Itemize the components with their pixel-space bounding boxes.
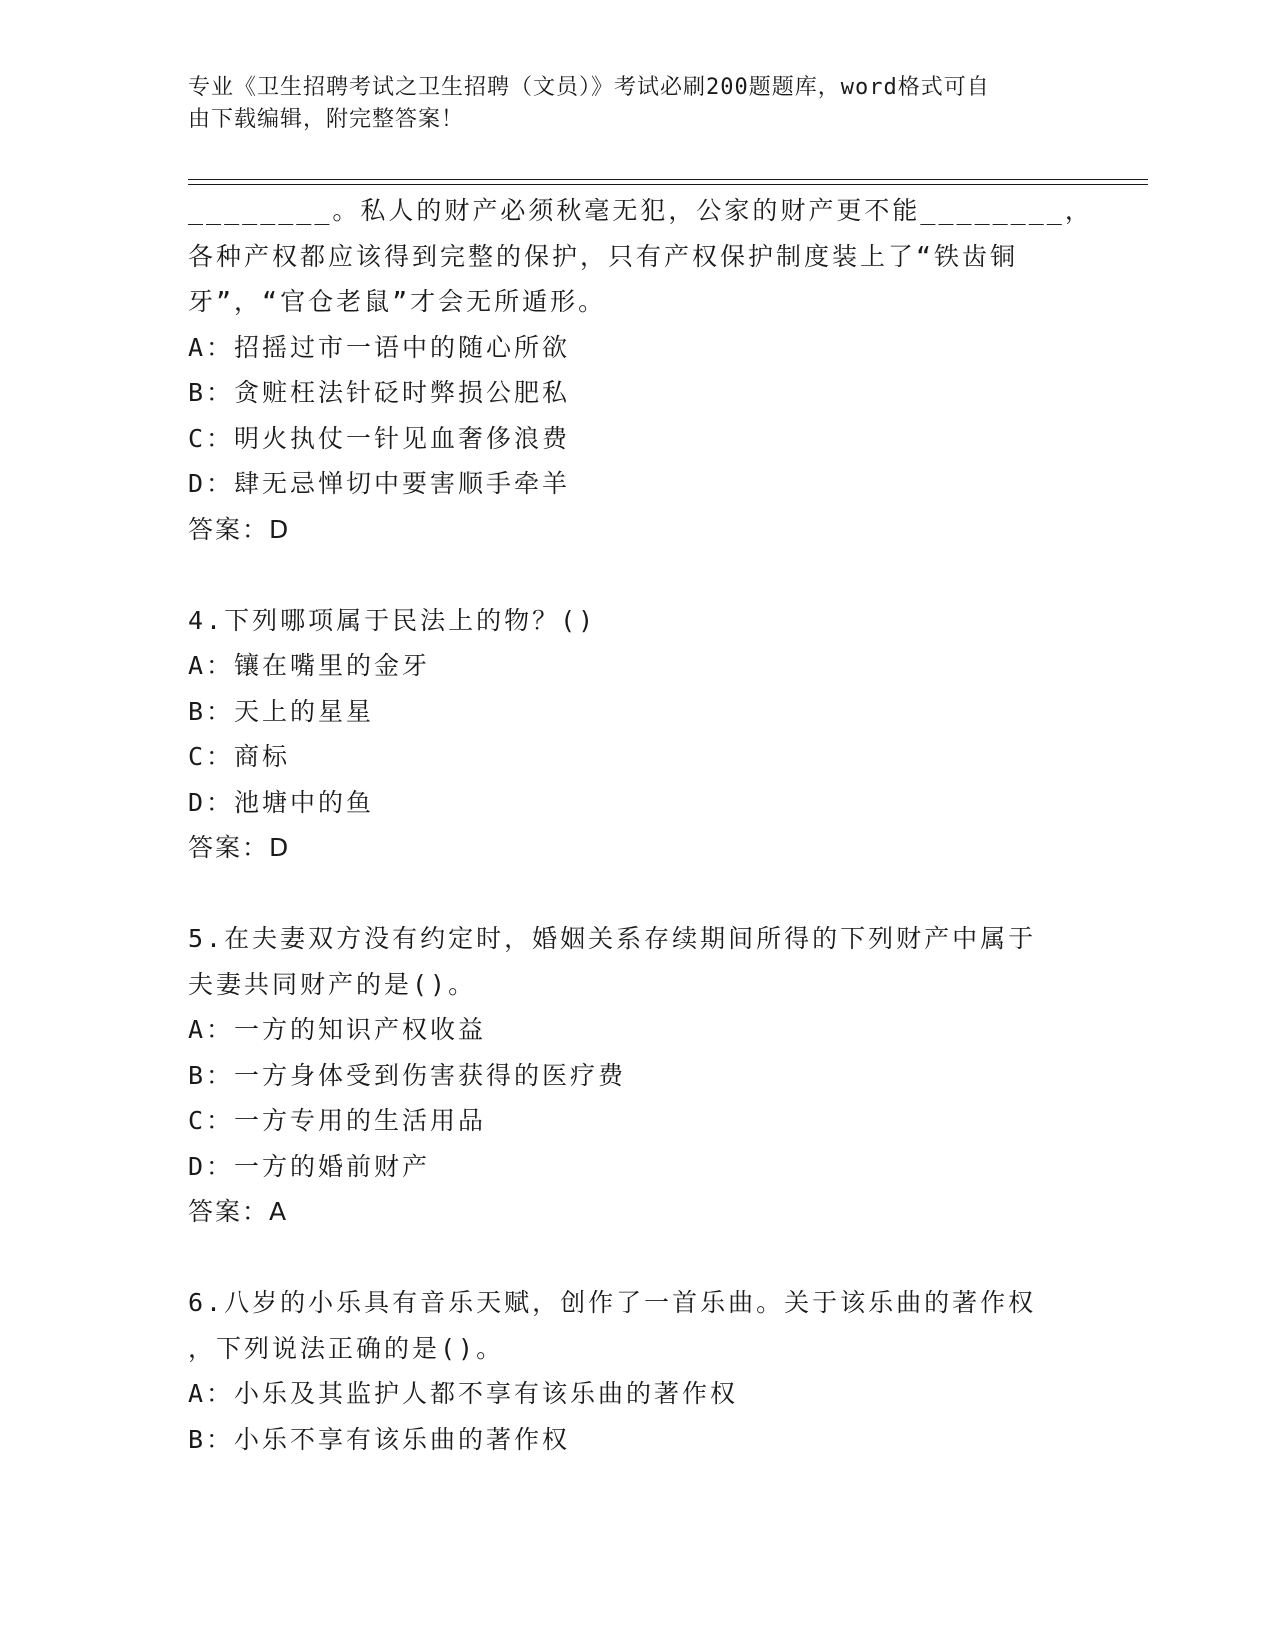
- question-5: [188, 916, 1068, 1235]
- option-d: D：一方的婚前财产: [188, 1151, 431, 1181]
- answer-text: 答案：D: [188, 833, 291, 862]
- header-title-line-1: 专业《卫生招聘考试之卫生招聘（文员）》考试必刷200题题库，word格式可自: [188, 75, 990, 100]
- option-a: A：小乐及其监护人都不享有该乐曲的著作权: [188, 1379, 739, 1408]
- question-stem-line: 6.八岁的小乐具有音乐天赋，创作了一首乐曲。关于该乐曲的著作权: [188, 1288, 1037, 1317]
- option-b: B：一方身体受到伤害获得的医疗费: [188, 1060, 627, 1090]
- option-d: D：池塘中的鱼: [188, 787, 375, 817]
- header-title-line-2: 由下载编辑，附完整答案！: [188, 107, 465, 132]
- option-c: C：商标: [188, 742, 291, 771]
- question-6: [188, 1280, 1068, 1462]
- question-stem-line: ，下列说法正确的是()。: [188, 1333, 505, 1363]
- answer-text: 答案：D: [188, 514, 291, 544]
- answer-text: 答案：A: [188, 1197, 289, 1226]
- option-b: B：贪赃枉法针砭时弊损公肥私: [188, 378, 571, 407]
- option-a: A：招摇过市一语中的随心所欲: [188, 332, 571, 362]
- question-stem-line: ________。私人的财产必须秋毫无犯，公家的财产更不能________，: [188, 196, 1093, 225]
- option-a: A：一方的知识产权收益: [188, 1015, 487, 1044]
- option-a: A：镶在嘴里的金牙: [188, 651, 431, 680]
- option-c: C：明火执仗一针见血奢侈浪费: [188, 423, 571, 453]
- question-stem-line: 5.在夫妻双方没有约定时，婚姻关系存续期间所得的下列财产中属于: [188, 924, 1037, 953]
- question-stem-line: 各种产权都应该得到完整的保护，只有产权保护制度装上了“铁齿铜: [188, 241, 1019, 271]
- question-stem-line: 夫妻共同财产的是()。: [188, 969, 477, 999]
- header-divider-bottom: [188, 184, 1148, 185]
- document-header: [188, 72, 1078, 136]
- question-list: [188, 188, 1093, 1462]
- option-b: B：天上的星星: [188, 696, 375, 726]
- option-d: D：肆无忌惮切中要害顺手牵羊: [188, 469, 571, 498]
- spacer: [188, 1235, 1068, 1281]
- header-divider-top: [188, 179, 1148, 180]
- question-3: [188, 188, 1093, 552]
- spacer: [188, 871, 1068, 917]
- spacer: [188, 552, 1068, 598]
- option-b: B：小乐不享有该乐曲的著作权: [188, 1424, 571, 1454]
- question-4: [188, 598, 1068, 871]
- question-stem-line: 4.下列哪项属于民法上的物？(): [188, 605, 597, 635]
- question-stem-line: 牙”，“官仓老鼠”才会无所遁形。: [188, 287, 607, 316]
- option-c: C：一方专用的生活用品: [188, 1106, 487, 1135]
